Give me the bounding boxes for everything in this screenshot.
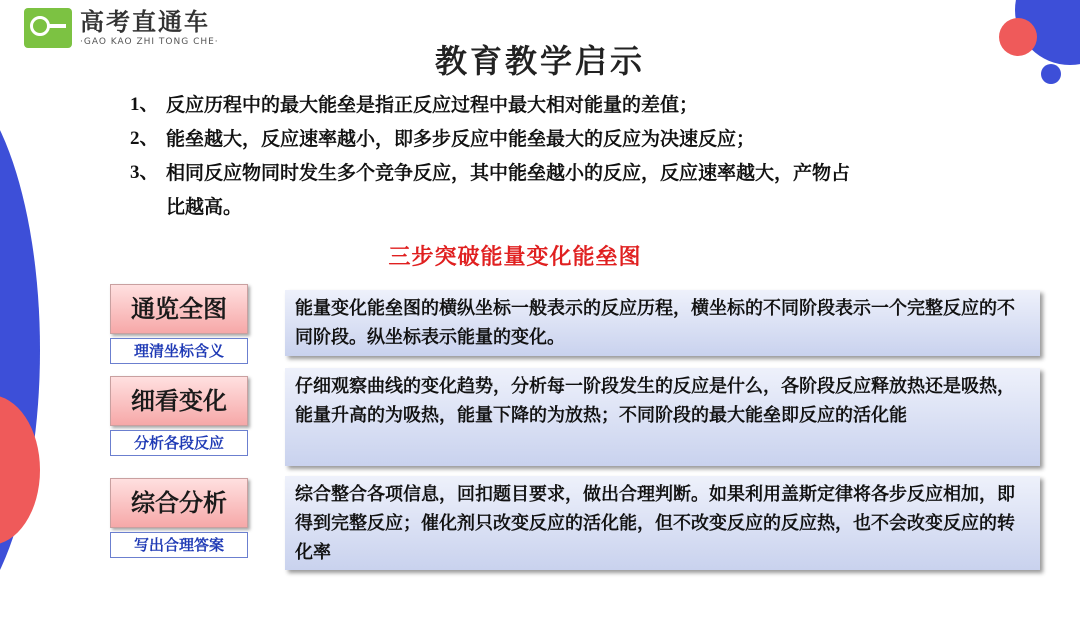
step-tag-subtitle: 分析各段反应 [110,430,248,456]
step-description: 综合整合各项信息，回扣题目要求，做出合理判断。如果利用盖斯定律将各步反应相加，即得到完整反应；催化剂只改变反应的活化能，但不改变反应的反应热，也不会改变反应的转化率 [285,476,1040,570]
point-number: 3、 [130,162,159,183]
decorative-blue-circle-left [0,70,40,630]
point-text: 能垒越大，反应速率越小，即多步反应中能垒最大的反应为决速反应； [166,128,756,150]
step-tag [110,284,248,364]
point-number: 2、 [130,128,159,149]
list-item [130,122,890,156]
step-tag [110,376,248,456]
point-number: 1、 [130,94,159,115]
point-text: 相同反应物同时发生多个竞争反应，其中能垒越小的反应，反应速率越大，产物占比越高。 [166,162,851,218]
page-title: 教育教学启示 [434,42,645,80]
logo-pinyin-text: ·GAO KAO ZHI TONG CHE· [80,37,219,47]
step-description: 能量变化能垒图的横纵坐标一般表示的反应历程，横坐标的不同阶段表示一个完整反应的不同阶段。纵坐标表示能量的变化。 [285,290,1040,356]
step-description: 仔细观察曲线的变化趋势，分析每一阶段发生的反应是什么，各阶段反应释放热还是吸热，能量升高的为吸热，能量下降的为放热；不同阶段的最大能垒即反应的活化能 [285,368,1040,466]
list-item [130,156,850,224]
section-subtitle: 三步突破能量变化能垒图 [388,245,642,270]
list-item [130,88,890,122]
logo-chinese-text: 高考直通车 [80,8,210,36]
step-tag-title: 通览全图 [110,284,248,334]
step-tag-subtitle: 理清坐标含义 [110,338,248,364]
teaching-points-list [130,88,890,224]
step-tag-title: 综合分析 [110,478,248,528]
point-text: 反应历程中的最大能垒是指正反应过程中最大相对能量的差值； [166,94,699,116]
step-tag-subtitle: 写出合理答案 [110,532,248,558]
step-tag-title: 细看变化 [110,376,248,426]
step-tag [110,478,248,558]
